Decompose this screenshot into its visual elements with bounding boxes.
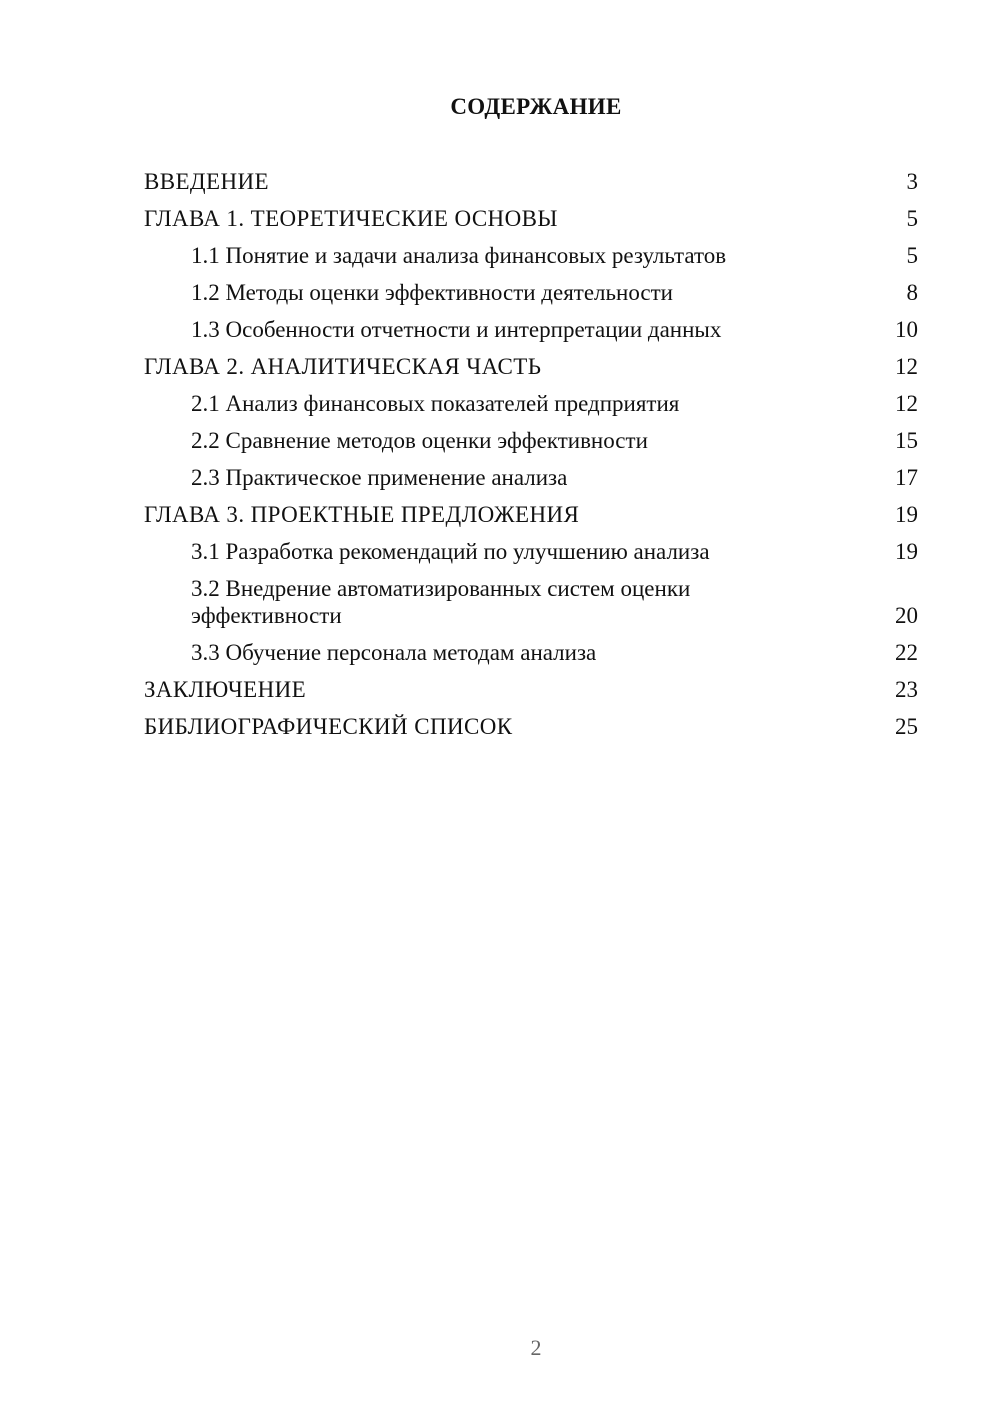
toc-entry-text: 2.1 Анализ финансовых показателей предприятия bbox=[191, 391, 680, 416]
toc-entry-page: 5 bbox=[906, 243, 918, 268]
toc-entry-text: 3.1 Разработка рекомендаций по улучшению анализа bbox=[191, 539, 710, 564]
toc-entry-page: 15 bbox=[895, 428, 918, 453]
toc-entry-page: 17 bbox=[895, 465, 918, 490]
toc-entry-page: 22 bbox=[895, 640, 918, 665]
toc-entry-text: ГЛАВА 3. ПРОЕКТНЫЕ ПРЕДЛОЖЕНИЯ bbox=[144, 502, 580, 527]
toc-entry-section-1-2[interactable] bbox=[144, 279, 918, 306]
toc-entry-page: 3 bbox=[906, 169, 918, 194]
toc-entry-section-3-1[interactable] bbox=[144, 538, 918, 565]
toc-entry-text: ГЛАВА 1. ТЕОРЕТИЧЕСКИЕ ОСНОВЫ bbox=[144, 206, 558, 231]
toc-entry-page: 8 bbox=[906, 280, 918, 305]
toc-entry-conclusion[interactable] bbox=[144, 676, 918, 703]
toc-entry-section-2-3[interactable] bbox=[144, 464, 918, 491]
toc-entry-page: 25 bbox=[895, 714, 918, 739]
toc-entry-section-1-3[interactable] bbox=[144, 316, 918, 343]
toc-entry-text: 1.2 Методы оценки эффективности деятельности bbox=[191, 280, 673, 305]
toc-entry-page: 20 bbox=[895, 603, 918, 628]
page-title: СОДЕРЖАНИЕ bbox=[450, 94, 622, 119]
toc-entry-chapter-2[interactable] bbox=[144, 353, 918, 380]
toc-entry-text: ВВЕДЕНИЕ bbox=[144, 169, 269, 194]
table-of-contents bbox=[144, 168, 918, 750]
toc-entry-text: ЗАКЛЮЧЕНИЕ bbox=[144, 677, 307, 702]
toc-entry-page: 10 bbox=[895, 317, 918, 342]
toc-entry-section-3-2[interactable] bbox=[144, 575, 918, 629]
toc-entry-bibliography[interactable] bbox=[144, 713, 918, 740]
toc-entry-chapter-3[interactable] bbox=[144, 501, 918, 528]
toc-entry-page: 12 bbox=[895, 391, 918, 416]
toc-entry-page: 5 bbox=[906, 206, 918, 231]
toc-entry-page: 19 bbox=[895, 502, 918, 527]
toc-entry-section-2-2[interactable] bbox=[144, 427, 918, 454]
toc-entry-text: БИБЛИОГРАФИЧЕСКИЙ СПИСОК bbox=[144, 714, 513, 739]
toc-entry-text: 1.1 Понятие и задачи анализа финансовых результатов bbox=[191, 243, 727, 268]
toc-entry-page: 12 bbox=[895, 354, 918, 379]
toc-entry-text: 1.3 Особенности отчетности и интерпретации данных bbox=[191, 317, 722, 342]
toc-entry-text: 2.2 Сравнение методов оценки эффективности bbox=[191, 428, 648, 453]
page-number: 2 bbox=[530, 1335, 542, 1360]
toc-entry-section-3-3[interactable] bbox=[144, 639, 918, 666]
toc-entry-chapter-1[interactable] bbox=[144, 205, 918, 232]
toc-entry-text: ГЛАВА 2. АНАЛИТИЧЕСКАЯ ЧАСТЬ bbox=[144, 354, 542, 379]
toc-entry-text: 2.3 Практическое применение анализа bbox=[191, 465, 568, 490]
toc-entry-introduction[interactable] bbox=[144, 168, 918, 195]
toc-entry-text: 3.3 Обучение персонала методам анализа bbox=[191, 640, 597, 665]
toc-entry-section-2-1[interactable] bbox=[144, 390, 918, 417]
toc-entry-text: 3.2 Внедрение автоматизированных систем оценки эффективности bbox=[191, 576, 691, 628]
toc-entry-page: 19 bbox=[895, 539, 918, 564]
toc-entry-section-1-1[interactable] bbox=[144, 242, 918, 269]
toc-entry-page: 23 bbox=[895, 677, 918, 702]
